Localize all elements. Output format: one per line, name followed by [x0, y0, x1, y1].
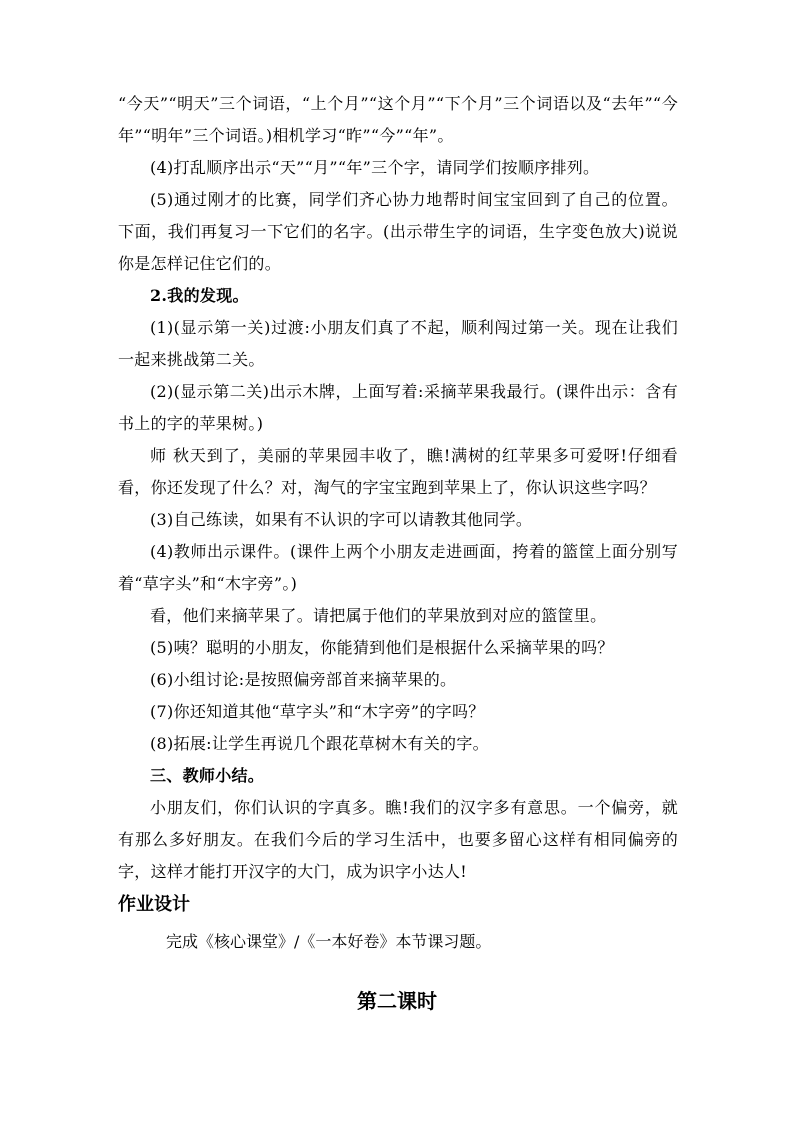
paragraph-teacher-line: 师 秋天到了，美丽的苹果园丰收了，瞧!满树的红苹果多可爱呀!仔细看看，你还发现了什么？对，淘气的字宝宝跑到苹果上了，你认识这些字吗？: [118, 446, 678, 497]
paragraph-vocab-review: “今天”“明天”三个词语，“上个月”“这个月”“下个月”三个词语以及“去年”“今年”“明年”三个词语。)相机学习“昨”“今”“年”。: [118, 94, 678, 145]
paragraph-baskets: 看，他们来摘苹果了。请把属于他们的苹果放到对应的篮筐里。: [150, 606, 607, 625]
paragraph-discovery-8: (8)拓展:让学生再说几个跟花草树木有关的字。: [150, 734, 489, 753]
paragraph-discovery-7: (7)你还知道其他“草字头”和“木字旁”的字吗？: [150, 702, 485, 721]
homework-text: 完成《核心课堂》/《一本好卷》本节课习题。: [166, 932, 492, 951]
subheading-my-discovery: 2.我的发现。: [150, 286, 249, 305]
paragraph-discovery-2: (2)(显示第二关)出示木牌，上面写着:采摘苹果我最行。(课件出示：含有书上的字的苹果树。): [118, 382, 678, 433]
paragraph-discovery-5: (5)咦？聪明的小朋友，你能猜到他们是根据什么采摘苹果的吗？: [150, 638, 614, 657]
paragraph-discovery-3: (3)自己练读，如果有不认识的字可以请教其他同学。: [150, 510, 533, 529]
paragraph-step-4-order: (4)打乱顺序出示“天”“月”“年”三个字，请同学们按顺序排列。: [150, 158, 600, 177]
paragraph-discovery-6: (6)小组讨论:是按照偏旁部首来摘苹果的。: [150, 670, 457, 689]
paragraph-summary: 小朋友们，你们认识的字真多。瞧!我们的汉字多有意思。一个偏旁，就有那么多好朋友。在我们今后的学习生活中，也要多留心这样有相同偏旁的字，这样才能打开汉字的大门，成为识字小达人!: [118, 798, 678, 881]
paragraph-step-5-review: (5)通过刚才的比赛，同学们齐心协力地帮时间宝宝回到了自己的位置。下面，我们再复习一下它们的名字。(出示带生字的词语，生字变色放大)说说你是怎样记住它们的。: [118, 190, 678, 273]
lesson-title: 第二课时: [357, 989, 437, 1013]
lesson-body: [118, 88, 678, 962]
homework-heading: 作业设计: [118, 894, 190, 915]
subheading-teacher-summary: 三、教师小结。: [150, 766, 265, 785]
paragraph-discovery-4: (4)教师出示课件。(课件上两个小朋友走进画面，挎着的篮筐上面分别写着“草字头”和“木字旁”。): [118, 542, 678, 593]
paragraph-discovery-1: (1)(显示第一关)过渡:小朋友们真了不起，顺利闯过第一关。现在让我们一起来挑战第二关。: [118, 318, 678, 369]
